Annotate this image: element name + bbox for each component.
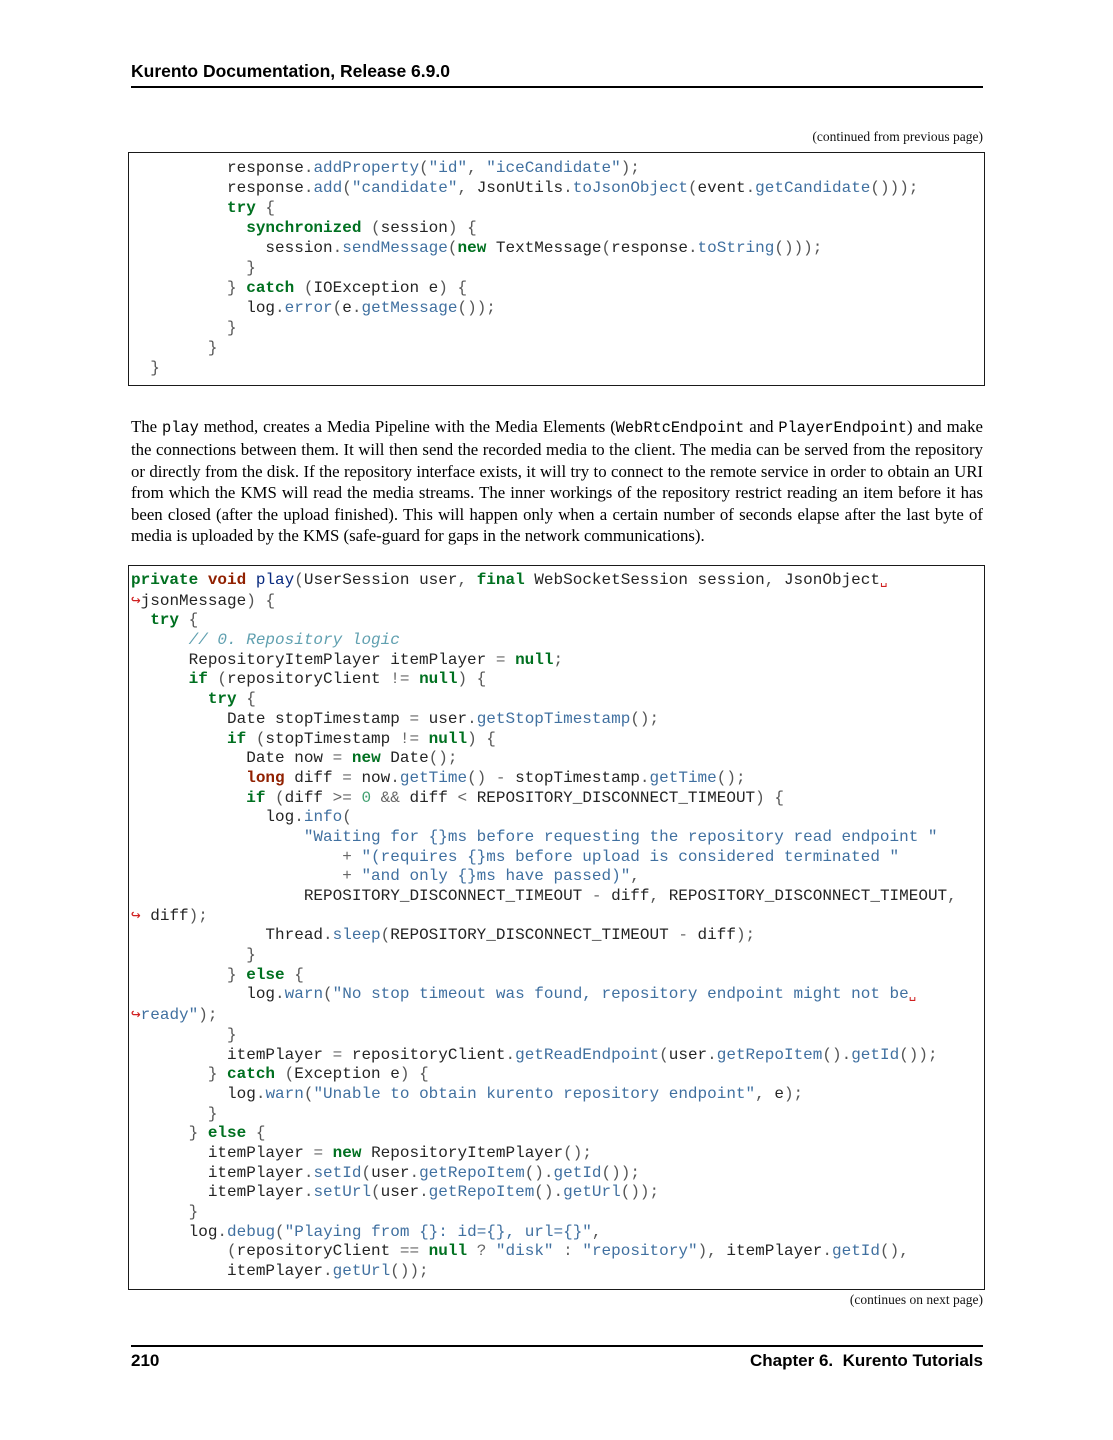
code-line: try { xyxy=(150,611,199,630)
code-line: } xyxy=(131,319,237,337)
code-line: } xyxy=(131,359,160,377)
code-line: if (stopTimestamp != null) { xyxy=(227,729,496,748)
code-line: try { xyxy=(207,690,256,709)
code-line: log.warn("No stop timeout was found, repository endpoint might not be␣ xyxy=(131,985,917,1004)
code-line: ↪ready"); xyxy=(131,1006,218,1025)
code-listing-play-method xyxy=(128,565,985,1290)
code-line: } catch (IOException e) { xyxy=(131,279,468,297)
code-line: log.warn("Unable to obtain kurento repository endpoint", e); xyxy=(131,1084,804,1103)
line-wrap-arrow-icon: ↪ xyxy=(131,1006,141,1025)
paragraph-text: The xyxy=(131,416,163,436)
code-line: "Waiting for {}ms before requesting the repository read endpoint " xyxy=(303,827,938,846)
visible-space-icon: ␣ xyxy=(879,574,888,588)
code-line: } xyxy=(131,1025,237,1044)
line-wrap-arrow-icon: ↪ xyxy=(131,591,141,610)
code-line: } xyxy=(131,259,256,277)
code-line: try { xyxy=(227,199,276,217)
page-header-title: Kurento Documentation, Release 6.9.0 xyxy=(131,61,450,81)
footer-rule xyxy=(131,1345,983,1347)
code-line: itemPlayer = repositoryClient.getReadEndpoint(user.getRepoItem().getId()); xyxy=(131,1045,938,1064)
continues-on-next-page-note: (continues on next page) xyxy=(849,1292,983,1307)
code-line: if (diff >= 0 && diff < REPOSITORY_DISCONNECT_TIMEOUT) { xyxy=(246,788,784,807)
visible-space-icon: ␣ xyxy=(908,988,917,1003)
paragraph-text: method, creates a Media Pipeline with the Media Elements ( xyxy=(198,416,616,436)
code-line: // 0. Repository logic xyxy=(188,631,400,650)
code-line: RepositoryItemPlayer itemPlayer = null; xyxy=(131,650,564,669)
code-line: itemPlayer = new RepositoryItemPlayer(); xyxy=(131,1143,592,1162)
code-line: itemPlayer.getUrl()); xyxy=(131,1262,429,1281)
code-line: log.info( xyxy=(131,808,352,827)
code-line: itemPlayer.setUrl(user.getRepoItem().getUrl()); xyxy=(131,1183,660,1202)
body-paragraph xyxy=(131,416,983,547)
paragraph-text: and xyxy=(744,416,779,436)
code-line: + "and only {}ms have passed)", xyxy=(342,867,640,886)
code-line: } catch (Exception e) { xyxy=(131,1065,429,1084)
code-line: log.debug("Playing from {}: id={}, url={}", xyxy=(131,1222,602,1241)
code-line: synchronized (session) { xyxy=(246,219,477,237)
code-line: } xyxy=(131,1104,218,1123)
inline-code: PlayerEndpoint xyxy=(778,418,907,437)
code-line: } else { xyxy=(131,965,304,984)
code-line: session.sendMessage(new TextMessage(response.toString())); xyxy=(131,239,823,257)
code-line: ↪ diff); xyxy=(131,906,208,925)
code-line: + "(requires {}ms before upload is considered terminated " xyxy=(342,847,900,866)
code-line: response.addProperty("id", "iceCandidate"); xyxy=(131,159,640,177)
code-line: Date now = new Date(); xyxy=(131,749,458,768)
code-line: Date stopTimestamp = user.getStopTimestamp(); xyxy=(131,709,660,728)
code-line: } xyxy=(131,1203,199,1221)
line-wrap-arrow-icon: ↪ xyxy=(131,906,141,925)
code-line: private void play(UserSession user, final WebSocketSession session, JsonObject␣ xyxy=(131,571,888,589)
code-line: REPOSITORY_DISCONNECT_TIMEOUT - diff, REPOSITORY_DISCONNECT_TIMEOUT, xyxy=(131,887,957,905)
code-line: } xyxy=(131,339,218,357)
inline-code: WebRtcEndpoint xyxy=(615,418,745,437)
code-line: (repositoryClient == null ? "disk" : "repository"), itemPlayer.getId(), xyxy=(227,1242,909,1261)
chapter-title: Chapter 6. Kurento Tutorials xyxy=(750,1351,983,1370)
code-line: } else { xyxy=(131,1124,266,1143)
inline-code: play xyxy=(162,418,199,437)
code-listing-ice-candidate xyxy=(128,152,985,386)
paragraph-text: ) and make the connections between them. It will then send the recorded media to the client. The media can be served from the repository or directly from the disk. If the repository interface exists, it will try to connect to the remote service in order to obtain an URI from which the KMS will read the media streams. The inner workings of the repository restrict reading an item before it has been closed (after the upload finished). This will happen only when a certain number of seconds elapse after the last byte of media is uploaded by the KMS (safe-guard for gaps in the network communications). xyxy=(131,416,983,546)
code-line: long diff = now.getTime() - stopTimestamp.getTime(); xyxy=(246,768,746,787)
code-line: itemPlayer.setId(user.getRepoItem().getId()); xyxy=(131,1163,640,1182)
continued-from-previous-page-note: (continued from previous page) xyxy=(812,129,983,144)
code-line: log.error(e.getMessage()); xyxy=(131,299,496,317)
code-line: response.add("candidate", JsonUtils.toJsonObject(event.getCandidate())); xyxy=(131,179,919,197)
code-line: ↪jsonMessage) { xyxy=(131,591,276,610)
code-line: } xyxy=(131,946,256,965)
code-line: Thread.sleep(REPOSITORY_DISCONNECT_TIMEOUT - diff); xyxy=(131,926,756,945)
page-number: 210 xyxy=(131,1351,160,1370)
header-rule xyxy=(131,86,983,88)
code-line: if (repositoryClient != null) { xyxy=(188,670,487,689)
